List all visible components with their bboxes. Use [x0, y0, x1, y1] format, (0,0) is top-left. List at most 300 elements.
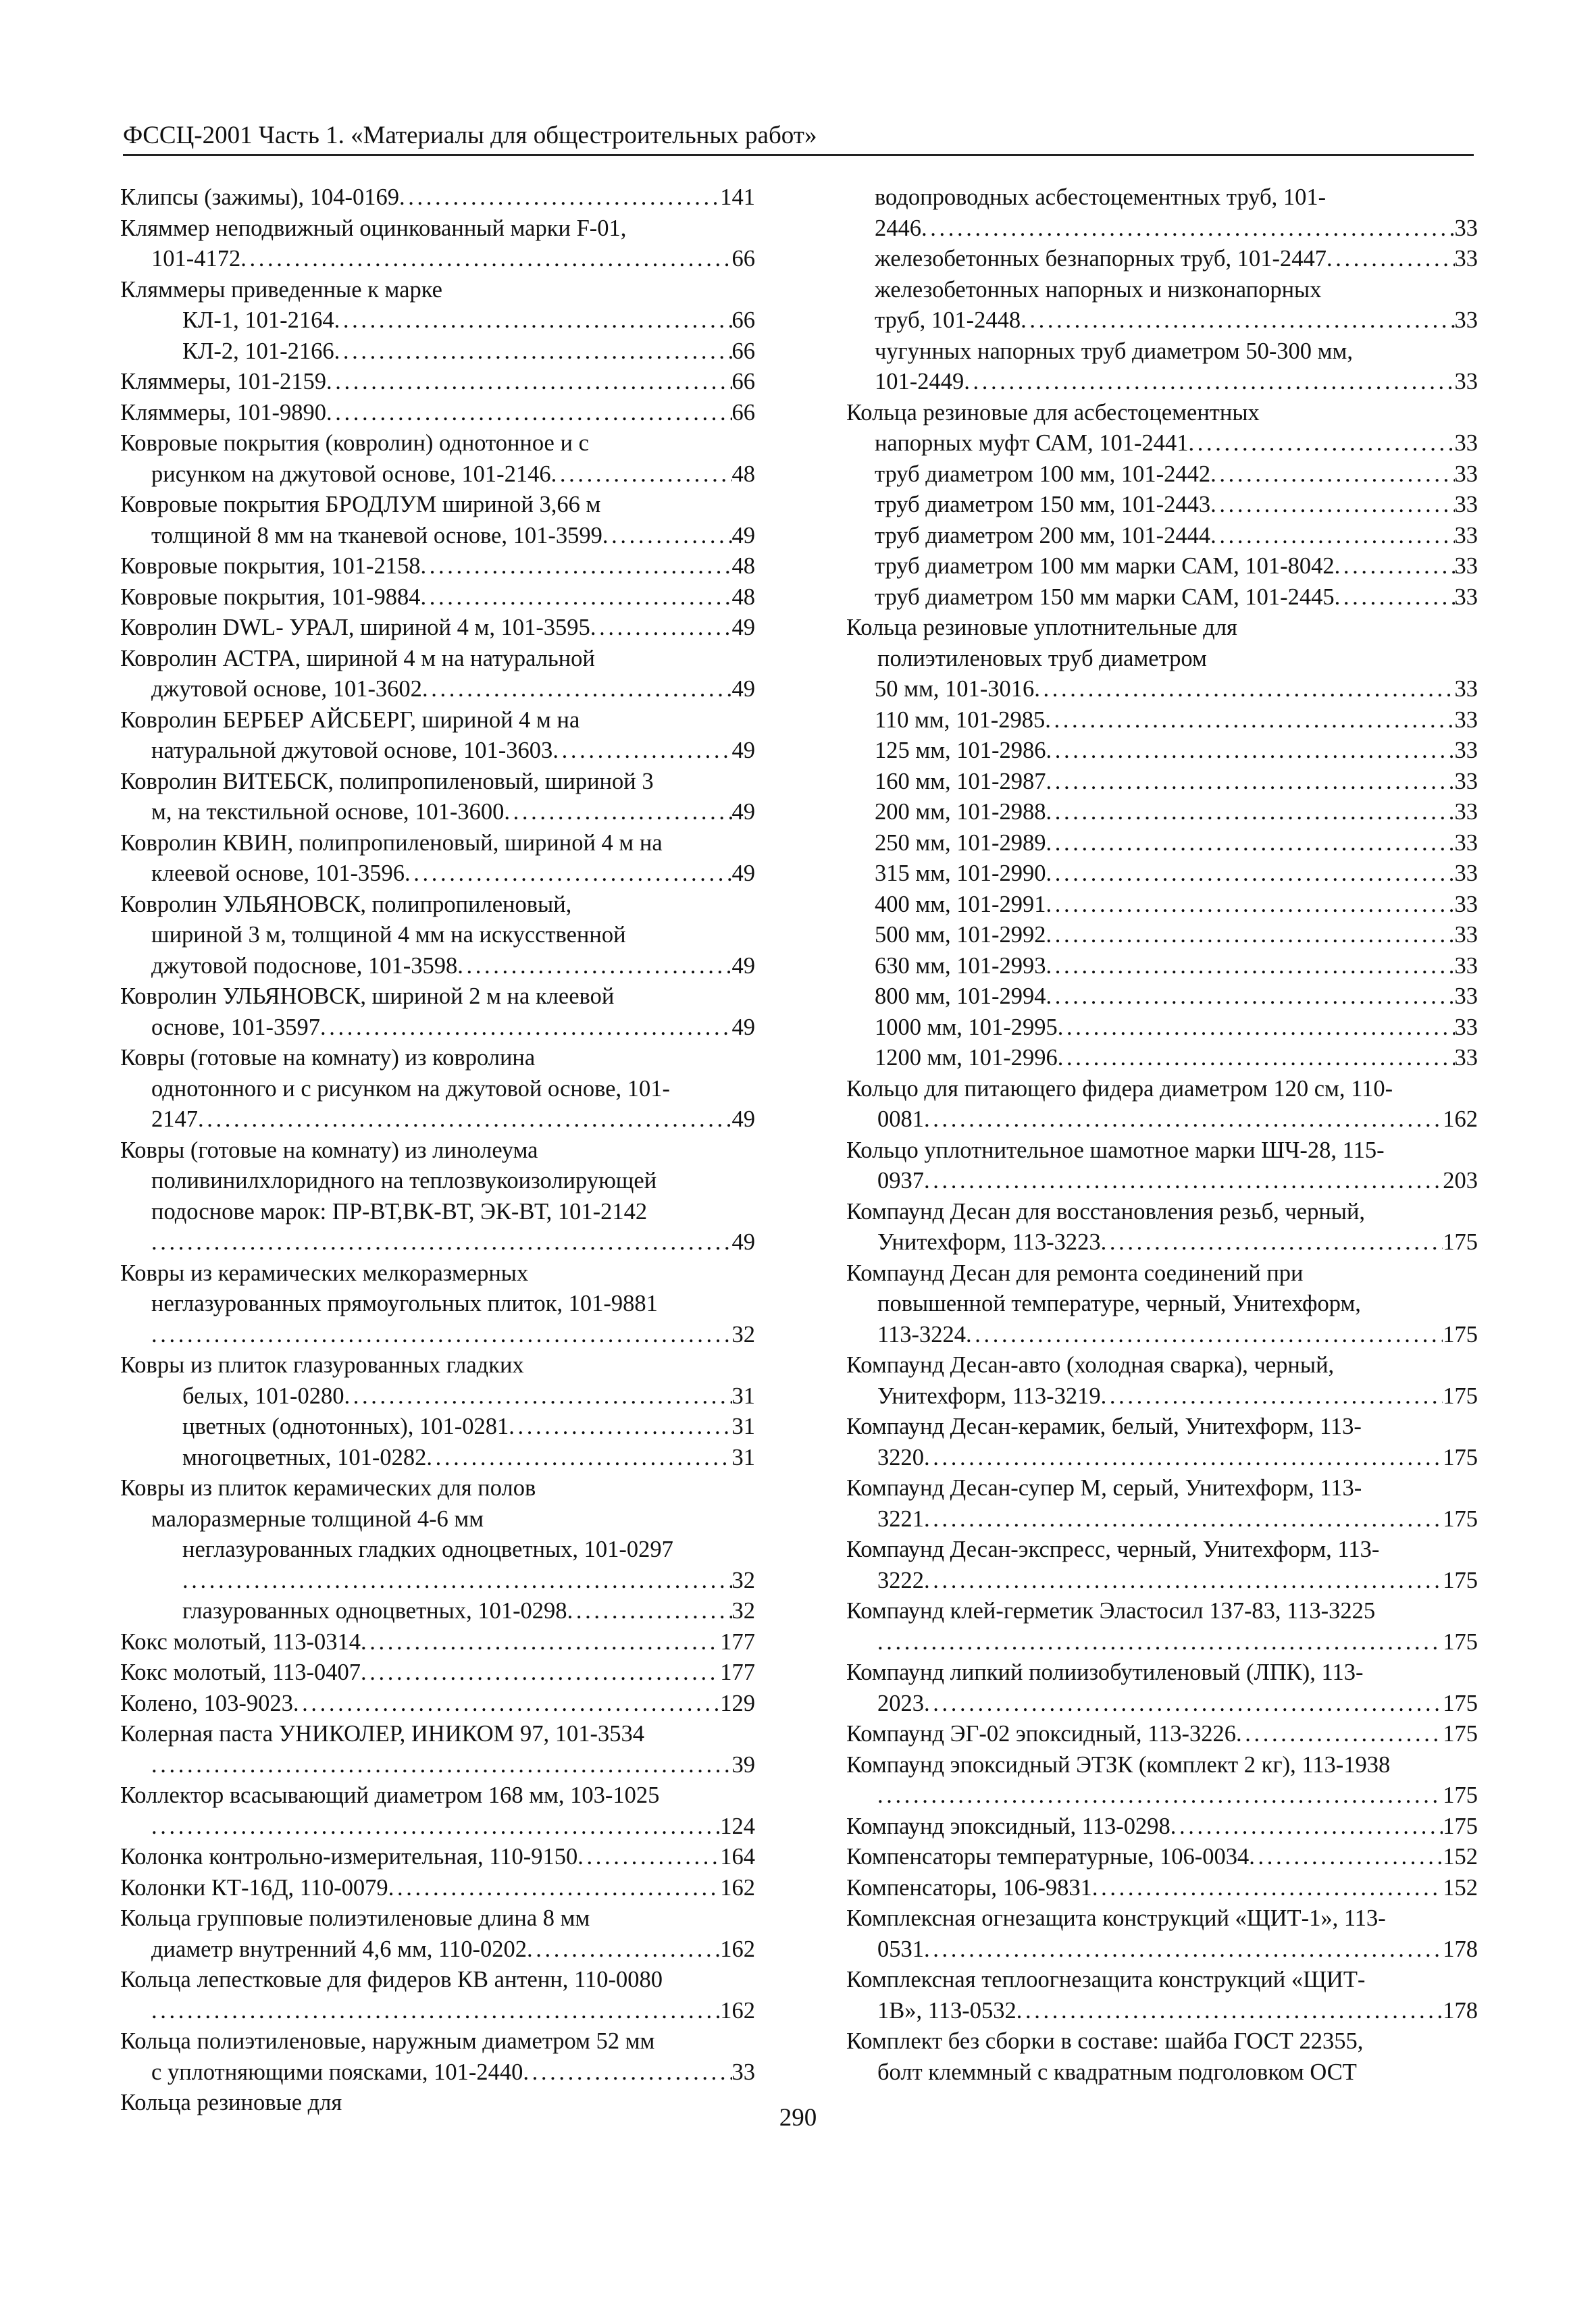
dot-leader: [966, 1320, 1443, 1351]
dot-leader: [504, 797, 731, 828]
index-entry-line: [120, 1074, 755, 1105]
index-entry-line: [846, 951, 1478, 982]
page-reference: 33: [1454, 799, 1478, 825]
index-entry-line: [846, 521, 1478, 552]
entry-text: многоцветных, 101-0282: [182, 1444, 427, 1470]
index-entry-line: [120, 858, 755, 890]
index-entry-line: [846, 1197, 1478, 1228]
entry-text: Компаунд эпоксидный, 113-0298: [846, 1813, 1170, 1839]
dot-leader: [567, 1596, 732, 1627]
entry-text: труб диаметром 100 мм марки САМ, 101-8042: [875, 553, 1335, 579]
entry-text: Колонка контрольно-измерительная, 110-9150: [120, 1844, 578, 1870]
index-entry-line: [846, 1873, 1478, 1904]
dot-leader: [1335, 582, 1455, 613]
index-entry-line: [120, 1873, 755, 1904]
entry-text: Ковровые покрытия, 101-9884: [120, 584, 421, 610]
entry-text: Кольцо для питающего фидера диаметром 120 см, 110-: [846, 1075, 1393, 1102]
index-entry: [120, 1043, 755, 1135]
dot-leader: [457, 951, 731, 982]
entry-text: Ковролин АСТРА, шириной 4 м на натуральной: [120, 645, 595, 671]
entry-text: КЛ-2, 101-2166: [182, 338, 334, 364]
index-entry-line: [846, 1166, 1478, 1197]
entry-text: Ковры (готовые на комнату) из линолеума: [120, 1137, 538, 1163]
page-reference: 49: [731, 1229, 755, 1255]
entry-text: Кокс молотый, 113-0407: [120, 1660, 361, 1685]
page-reference: 49: [731, 799, 755, 825]
page-reference: 33: [731, 2059, 755, 2085]
index-entry: [846, 1811, 1478, 1843]
index-entry-line: [120, 1012, 755, 1044]
index-entry-line: [846, 551, 1478, 582]
entry-text: Коллектор всасывающий диаметром 168 мм, 103-1025: [120, 1782, 660, 1808]
index-entry-line: [120, 1627, 755, 1658]
page-reference: 175: [1443, 1321, 1478, 1347]
dot-leader: [344, 1381, 732, 1412]
dot-leader: [924, 1566, 1443, 1597]
index-entry-line: [120, 1320, 755, 1351]
dot-leader: [326, 367, 732, 398]
page-reference: 66: [731, 307, 755, 333]
page-reference: 33: [1454, 492, 1478, 517]
index-entry: [846, 920, 1478, 951]
index-entry-line: [846, 1473, 1478, 1504]
index-entry-line: [120, 1811, 755, 1843]
entry-text: 800 мм, 101-2994: [875, 983, 1046, 1009]
entry-text: Кольцо уплотнительное шамотное марки ШЧ-28, 115-: [846, 1137, 1385, 1163]
index-entry-line: [120, 828, 755, 859]
index-entry-line: [120, 1689, 755, 1720]
index-entry-line: [846, 1689, 1478, 1720]
dot-leader: [527, 1934, 720, 1965]
page-reference: 175: [1443, 1506, 1478, 1532]
page-reference: 33: [1454, 553, 1478, 579]
index-entry: [846, 797, 1478, 828]
index-entry-line: [846, 1320, 1478, 1351]
index-entry-line: [120, 2026, 755, 2057]
entry-text: 400 мм, 101-2991: [875, 891, 1046, 917]
index-entry: [846, 1842, 1478, 1873]
page-reference: 33: [1454, 706, 1478, 733]
index-entry-line: [120, 1166, 755, 1197]
index-entry-line: [846, 1443, 1478, 1474]
entry-text: с уплотняющими поясками, 101-2440: [151, 2059, 523, 2085]
page-reference: 33: [1454, 461, 1478, 487]
dot-leader: [334, 305, 732, 336]
entry-text: 110 мм, 101-2985: [875, 706, 1046, 733]
index-entry-line: [846, 490, 1478, 521]
index-entry-line: [846, 613, 1478, 644]
entry-text: Компаунд Десан для ремонта соединений при: [846, 1260, 1304, 1286]
dot-leader: [1058, 1043, 1455, 1074]
index-entry: [120, 644, 755, 705]
index-entry-line: [846, 705, 1478, 736]
dot-leader: [151, 1811, 720, 1843]
index-entry-line: [846, 797, 1478, 828]
index-entry-line: [120, 1197, 755, 1228]
dot-leader: [320, 1012, 731, 1044]
dot-leader: [1046, 767, 1455, 798]
index-entry-line: [120, 2057, 755, 2088]
index-entry: [846, 1873, 1478, 1904]
index-entry: [120, 1627, 755, 1658]
index-entry: [846, 521, 1478, 552]
page-reference: 33: [1454, 246, 1478, 272]
index-entry-line: [120, 582, 755, 613]
page-reference: 175: [1443, 1444, 1478, 1470]
entry-text: Унитехформ, 113-3223: [877, 1229, 1101, 1255]
index-entry: [846, 705, 1478, 736]
page-reference: 33: [1454, 522, 1478, 548]
index-entry: [120, 1135, 755, 1258]
index-entry-line: [120, 1350, 755, 1381]
entry-text: Компаунд ЭГ-02 эпоксидный, 113-3226: [846, 1721, 1237, 1747]
dot-leader: [405, 858, 731, 890]
page-reference: 49: [731, 1014, 755, 1040]
dot-leader: [1021, 305, 1454, 336]
entry-text: 630 мм, 101-2993: [875, 952, 1046, 979]
entry-text: Кляммеры приведенные к марке: [120, 276, 442, 303]
index-entry: [846, 1043, 1478, 1074]
dot-leader: [1188, 428, 1454, 459]
entry-text: Ковры (готовые на комнату) из ковролина: [120, 1045, 536, 1071]
index-entry-line: [846, 890, 1478, 921]
dot-leader: [877, 1627, 1443, 1658]
page-reference: 31: [731, 1444, 755, 1470]
entry-text: малоразмерные толщиной 4-6 мм: [151, 1506, 484, 1532]
dot-leader: [240, 244, 731, 275]
index-entry-line: [846, 1104, 1478, 1135]
index-entry-line: [846, 1627, 1478, 1658]
index-entry-line: [120, 797, 755, 828]
dot-leader: [388, 1873, 721, 1904]
dot-leader: [1101, 1381, 1443, 1412]
index-entry: [120, 1258, 755, 1351]
index-entry-line: [846, 1381, 1478, 1412]
page-reference: 33: [1454, 891, 1478, 917]
entry-text: Ковры из плиток глазурованных гладких: [120, 1352, 524, 1378]
index-entry-line: [846, 1996, 1478, 2027]
entry-text: 113-3224: [877, 1321, 966, 1347]
index-entry: [120, 705, 755, 767]
index-entry: [846, 1657, 1478, 1719]
index-entry: [120, 1350, 755, 1381]
entry-text: Компаунд Десан-экспресс, черный, Унитехформ, 113-: [846, 1537, 1380, 1562]
entry-text: Компаунд Десан-авто (холодная сварка), черный,: [846, 1352, 1335, 1378]
entry-text: Ковролин БЕРБЕР АЙСБЕРГ, шириной 4 м на: [120, 706, 580, 733]
dot-leader: [924, 1689, 1443, 1720]
index-entry-line: [120, 1227, 755, 1258]
entry-text: Комплексная огнезащита конструкций «ЩИТ-1», 113-: [846, 1905, 1386, 1931]
page-reference: 203: [1443, 1168, 1478, 1193]
dot-leader: [1034, 674, 1454, 705]
index-entry: [120, 1780, 755, 1842]
page-reference: 175: [1443, 1721, 1478, 1747]
page-reference: 178: [1443, 1936, 1478, 1962]
index-entry-line: [120, 1504, 755, 1535]
index-entry: [120, 1443, 755, 1474]
index-entry-line: [120, 551, 755, 582]
index-entry: [120, 1903, 755, 1965]
entry-text: 500 мм, 101-2992: [875, 922, 1046, 948]
dot-leader: [590, 613, 732, 644]
index-entry-line: [846, 1965, 1478, 1996]
index-entry-line: [846, 459, 1478, 490]
entry-text: Компаунд эпоксидный ЭТЗК (комплект 2 кг), 113-1938: [846, 1751, 1391, 1778]
index-entry: [846, 1750, 1478, 1811]
index-entry-line: [846, 1903, 1478, 1934]
page-reference: 49: [731, 738, 755, 763]
index-entry: [120, 182, 755, 213]
dot-leader: [1210, 459, 1454, 490]
index-entry: [846, 613, 1478, 674]
dot-leader: [1335, 551, 1455, 582]
index-entry-line: [846, 1657, 1478, 1689]
index-entry: [120, 490, 755, 551]
page-reference: 49: [731, 676, 755, 702]
page-reference: 49: [731, 952, 755, 979]
index-entry-line: [120, 613, 755, 644]
dot-leader: [924, 1504, 1443, 1535]
index-entry-line: [120, 981, 755, 1012]
page-reference: 33: [1454, 829, 1478, 856]
entry-text: шириной 3 м, толщиной 4 мм на искусственной: [151, 922, 626, 948]
entry-text: Компенсаторы, 106-9831: [846, 1874, 1092, 1901]
index-entry: [120, 336, 755, 367]
entry-text: водопроводных асбестоцементных труб, 101-: [875, 184, 1327, 210]
page-reference: 124: [720, 1813, 755, 1839]
index-entry: [120, 981, 755, 1043]
page-reference: 152: [1443, 1874, 1478, 1901]
index-entry-line: [120, 736, 755, 767]
entry-text: Колонки КТ-16Д, 110-0079: [120, 1874, 388, 1901]
page-reference: 66: [731, 369, 755, 394]
entry-text: Ковровые покрытия, 101-2158: [120, 553, 421, 579]
entry-text: Ковровые покрытия (ковролин) однотонное и с: [120, 430, 589, 456]
index-entry-line: [120, 398, 755, 429]
index-entry: [846, 767, 1478, 798]
index-entry: [846, 459, 1478, 490]
index-entry-line: [120, 305, 755, 336]
page-reference: 31: [731, 1383, 755, 1409]
page-reference: 39: [731, 1751, 755, 1778]
index-entry-line: [846, 1535, 1478, 1566]
index-entry-line: [846, 398, 1478, 429]
page-reference: 141: [720, 184, 755, 210]
index-entry: [120, 1657, 755, 1689]
index-entry-line: [120, 1566, 755, 1597]
entry-text: Кляммеры, 101-9890: [120, 399, 326, 426]
index-entry-line: [846, 674, 1478, 705]
entry-text: Ковролин УЛЬЯНОВСК, шириной 2 м на клеевой: [120, 983, 615, 1009]
page-reference: 49: [731, 860, 755, 886]
entry-text: диаметр внутренний 4,6 мм, 110-0202: [151, 1936, 527, 1962]
dot-leader: [1210, 490, 1454, 521]
index-entry-line: [846, 305, 1478, 336]
entry-text: 0531: [877, 1936, 924, 1962]
page-reference: 175: [1443, 1229, 1478, 1255]
dot-leader: [1327, 244, 1455, 275]
entry-text: железобетонных безнапорных труб, 101-2447: [875, 246, 1327, 272]
index-entry: [120, 551, 755, 582]
index-entry: [120, 305, 755, 336]
dot-leader: [1101, 1227, 1443, 1258]
index-entry-line: [120, 920, 755, 951]
index-entry-line: [120, 1934, 755, 1965]
entry-text: Кляммер неподвижный оцинкованный марки F-01,: [120, 215, 627, 241]
index-entry: [120, 398, 755, 429]
entry-text: рисунком на джутовой основе, 101-2146: [151, 461, 551, 487]
entry-text: труб диаметром 150 мм, 101-2443: [875, 492, 1211, 517]
entry-text: Комплект без сборки в составе: шайба ГОСТ 22355,: [846, 2028, 1364, 2054]
page-reference: 177: [720, 1660, 755, 1685]
entry-text: 2023: [877, 1690, 924, 1716]
page-reference: 31: [731, 1414, 755, 1439]
page-reference: 178: [1443, 1997, 1478, 2024]
dot-leader: [924, 1166, 1443, 1197]
index-entry-line: [846, 275, 1478, 306]
index-entry: [846, 1258, 1478, 1351]
index-entry: [120, 1965, 755, 2026]
index-entry-line: [120, 1535, 755, 1566]
index-entry: [120, 828, 755, 890]
index-entry-line: [846, 428, 1478, 459]
dot-leader: [602, 521, 732, 552]
entry-text: чугунных напорных труб диаметром 50-300 мм,: [875, 338, 1353, 364]
index-entry: [846, 890, 1478, 921]
entry-text: труб диаметром 200 мм, 101-2444: [875, 522, 1211, 548]
index-entry-line: [846, 582, 1478, 613]
index-entry-line: [120, 1258, 755, 1289]
entry-text: основе, 101-3597: [151, 1014, 321, 1040]
index-entry-line: [846, 644, 1478, 675]
index-entry: [846, 1535, 1478, 1596]
page-reference: 32: [731, 1321, 755, 1347]
index-entry-line: [120, 1657, 755, 1689]
dot-leader: [198, 1104, 732, 1135]
index-entry: [120, 1689, 755, 1720]
index-entry: [120, 1873, 755, 1904]
entry-text: Комплексная теплоогнезащита конструкций «ЩИТ-: [846, 1967, 1366, 1992]
index-entry-line: [846, 1811, 1478, 1843]
dot-leader: [924, 1934, 1443, 1965]
entry-text: Компаунд клей-герметик Эластосил 137-83, 113-3225: [846, 1598, 1376, 1624]
index-entry-line: [120, 1473, 755, 1504]
dot-leader: [293, 1689, 720, 1720]
index-entry-line: [846, 1412, 1478, 1443]
dot-leader: [1046, 920, 1455, 951]
page-reference: 175: [1443, 1628, 1478, 1655]
dot-leader: [182, 1566, 732, 1597]
dot-leader: [552, 736, 731, 767]
dot-leader: [426, 1443, 731, 1474]
entry-text: Компаунд Десан-супер М, серый, Унитехформ, 113-: [846, 1475, 1362, 1501]
page-reference: 177: [720, 1628, 755, 1655]
index-entry: [120, 613, 755, 644]
dot-leader: [877, 1780, 1443, 1811]
index-entry: [846, 1596, 1478, 1657]
entry-text: 101-4172: [151, 246, 241, 272]
index-entry: [846, 2026, 1478, 2088]
dot-leader: [1236, 1719, 1443, 1750]
index-entry-line: [120, 951, 755, 982]
dot-leader: [1046, 797, 1455, 828]
entry-text: джутовой основе, 101-3602: [151, 676, 422, 702]
index-entry-line: [120, 1965, 755, 1996]
index-entry: [120, 1596, 755, 1627]
page-reference: 33: [1454, 369, 1478, 394]
dot-leader: [921, 213, 1455, 245]
entry-text: 50 мм, 101-3016: [875, 676, 1035, 702]
index-entry-line: [846, 1135, 1478, 1166]
index-entry: [846, 1965, 1478, 2026]
index-entry-line: [846, 828, 1478, 859]
page-reference: 66: [731, 338, 755, 364]
index-entry: [846, 428, 1478, 459]
page-reference: 164: [720, 1844, 755, 1870]
index-entry-line: [846, 1842, 1478, 1873]
dot-leader: [523, 2057, 731, 2088]
page-number: 290: [779, 2104, 817, 2132]
running-header: ФССЦ-2001 Часть 1. «Материалы для общестроительных работ»: [123, 120, 1474, 156]
index-entry-line: [846, 2026, 1478, 2057]
page-reference: 175: [1443, 1567, 1478, 1593]
index-entry-line: [120, 367, 755, 398]
page-reference: 33: [1454, 860, 1478, 886]
index-entry-line: [846, 213, 1478, 245]
dot-leader: [151, 1996, 720, 2027]
index-entry-line: [846, 1780, 1478, 1811]
dot-leader: [1046, 828, 1455, 859]
index-entry: [120, 767, 755, 828]
dot-leader: [326, 398, 732, 429]
index-entry-line: [846, 1012, 1478, 1044]
entry-text: подоснове марок: ПР-ВТ,ВК-ВТ, ЭК-ВТ, 101-2142: [151, 1198, 648, 1225]
index-entry-line: [846, 1719, 1478, 1750]
index-entry-line: [120, 705, 755, 736]
dot-leader: [1046, 890, 1455, 921]
index-entry: [120, 275, 755, 306]
entry-text: труб диаметром 150 мм марки САМ, 101-2445: [875, 584, 1335, 610]
dot-leader: [1170, 1811, 1443, 1843]
entry-text: Кольца резиновые уплотнительные для: [846, 615, 1237, 640]
dot-leader: [334, 336, 732, 367]
index-entry-line: [120, 1996, 755, 2027]
index-entry-line: [846, 920, 1478, 951]
index-entry: [846, 981, 1478, 1012]
index-entry: [846, 1412, 1478, 1473]
dot-leader: [422, 674, 732, 705]
page-reference: 175: [1443, 1782, 1478, 1808]
page-reference: 49: [731, 615, 755, 640]
entry-text: натуральной джутовой основе, 101-3603: [151, 738, 553, 763]
entry-text: болт клеммный с квадратным подголовком ОСТ: [877, 2059, 1357, 2085]
index-entry: [846, 1074, 1478, 1135]
index-entry-line: [846, 1596, 1478, 1627]
index-entry: [120, 582, 755, 613]
index-entry-line: [120, 1443, 755, 1474]
page-reference: 32: [731, 1567, 755, 1593]
index-entry: [846, 828, 1478, 859]
dot-leader: [1092, 1873, 1443, 1904]
index-entry: [120, 890, 755, 982]
index-entry-line: [846, 1258, 1478, 1289]
page-reference: 162: [720, 1936, 755, 1962]
entry-text: Кольца групповые полиэтиленовые длина 8 мм: [120, 1905, 590, 1931]
page-reference: 49: [731, 522, 755, 548]
index-entry-line: [846, 2057, 1478, 2088]
index-entry-line: [120, 521, 755, 552]
dot-leader: [1045, 705, 1454, 736]
